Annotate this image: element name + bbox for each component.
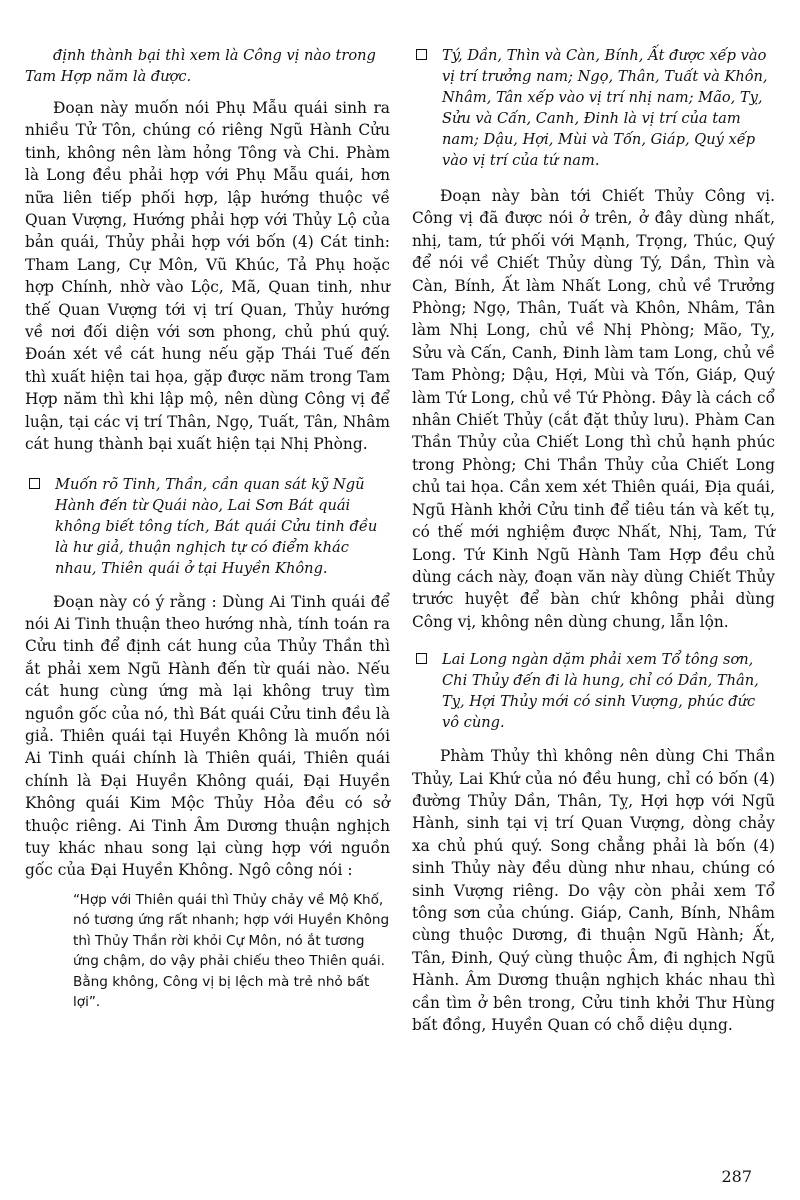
bullet-verse-text: Tý, Dần, Thìn và Càn, Bính, Ất được xếp vào vị trí trưởng nam; Ngọ, Thân, Tuất và Khôn, Nhâm, Tân xếp vào vị trí nhị nam; Mão, Tỵ, Sửu và Cấn, Canh, Đinh là vị trí của tam nam; Dậu, Hợi, Mùi và Tốn, Giáp, Quý xếp vào vị trí của tứ nam.	[442, 47, 768, 169]
bullet-verse-1	[25, 474, 390, 579]
paragraph-2: Đoạn này có ý rằng : Dùng Ai Tinh quái để nói Ai Tinh thuận theo hướng nhà, tính toán ra Cửu tinh để định cát hung của Thủy Thần thì ắt phải xem Ngũ Hành đến từ quái nào. Nếu cát hung cùng ứng mà lại không truy tìm nguồn gốc của nó, thì Bát quái Cửu tinh đều là giả. Thiên quái tại Huyền Không là muốn nói Ai Tinh quái chính là Thiên quái, Thiên quái chính là Đại Huyền Không quái, Đại Huyền Không quái Kim Mộc Thủy Hỏa đều có sở thuộc riêng. Ai Tinh Âm Dương thuận nghịch tuy khác nhau song lại cùng hợp với nguồn gốc của Đại Huyền Không. Ngô công nói :	[25, 592, 391, 880]
checkbox-icon	[416, 653, 427, 664]
bullet-verse-text: Lai Long ngàn dặm phải xem Tổ tông sơn, Chi Thủy đến đi là hung, chỉ có Dần, Thân, Tỵ, Hợi Thủy mới có sinh Vượng, phúc đức vô cùng.	[442, 651, 759, 732]
bullet-verse-text: Muốn rõ Tinh, Thần, cần quan sát kỹ Ngũ Hành đến từ Quái nào, Lai Sơn Bát quái không biết tông tích, Bát quái Cửu tinh đều là hư giả, thuận nghịch tự có điểm khác nhau, Thiên quái ở tại Huyền Không.	[55, 475, 378, 577]
paragraph-3: Đoạn này bàn tới Chiết Thủy Công vị. Công vị đã được nói ở trên, ở đây dùng nhất, nhị, tam, tứ phối với Mạnh, Trọng, Thúc, Quý để nói về Chiết Thủy dùng Tý, Dần, Thìn và Càn, Bính, Ất làm Nhất Long, chủ về Trưởng Phòng; Ngọ, Thân, Tuất và Khôn, Nhâm, Tân làm Nhị Long, chủ về Nhị Phòng; Mão, Tỵ, Sửu và Cấn, Canh, Đinh làm tam Long, chủ về Tam Phòng; Dậu, Hợi, Mùi và Tốn, Giáp, Quý làm Tứ Long, chủ về Tứ Phòng. Đây là cách cổ nhân Chiết Thủy (cắt đặt thủy lưu). Phàm Can Thần Thủy của Chiết Long thì chủ hạnh phúc trong Phòng; Chi Thần Thủy của Chiết Long chủ tai họa. Cần xem xét Thiên quái, Địa quái, Ngũ Hành khởi Cửu tinh để tiêu tán và kết tụ, có thế mới nghiệm được Nhất, Nhị, Tam, Tứ Long. Tứ Kinh Ngũ Hành Tam Hợp đều chủ dùng cách này, đoạn văn này dùng Chiết Thủy trước huyệt để bàn chứ không phải dùng Công vị, không nên dùng chung, lẫn lộn.	[412, 187, 775, 631]
checkbox-icon	[29, 478, 40, 489]
paragraph-1: Đoạn này muốn nói Phụ Mẫu quái sinh ra nhiều Tử Tôn, chúng có riêng Ngũ Hành Cửu tinh, không nên làm hỏng Tông và Chi. Phàm là Long đều phải hợp với Phụ Mẫu quái, hơn nữa liên tiếp phối hợp, lập hướng thuộc về Quan Vượng, Hướng phải hợp với Thủy Lộ của bản quái, Thủy phải hợp với bốn (4) Cát tinh: Tham Lang, Cự Môn, Vũ Khúc, Tả Phụ hoặc hợp Chính, nhờ vào Lộc, Mã, Quan tinh, như thế Quan Vượng tới vị trí Quan, Thủy hướng về nơi đối diện với sơn phong, chủ phú quý. Đoán xét về cát hung nếu gặp Thái Tuế đến thì xuất hiện tai họa, gặp được năm trong Tam Hợp năm thì khi lập mộ, nên dùng Công vị để luận, tại các vị trí Thân, Ngọ, Tuất, Tân, Nhâm cát hung thành bại xuất hiện tại Nhị Phòng.	[25, 99, 390, 454]
intro-italic-text: định thành bại thì xem là Công vị nào trong Tam Hợp năm là được.	[25, 47, 376, 85]
page-number: 287	[721, 1167, 752, 1186]
right-column	[412, 45, 775, 1036]
left-column	[25, 45, 390, 1013]
paragraph-4: Phàm Thủy thì không nên dùng Chi Thần Thủy, Lai Khứ của nó đều hung, chỉ có bốn (4) đường Thủy Dần, Thân, Tỵ, Hợi hợp với Ngũ Hành, sinh tại vị trí Quan Vượng, dòng chảy xa chủ phú quý. Song chẳng phải là bốn (4) sinh Thủy này đều dùng như nhau, chúng có sinh Vượng riêng. Do vậy còn phải xem Tổ tông sơn của chúng. Giáp, Canh, Bính, Nhâm cùng thuộc Dương, đi thuận Ngũ Hành; Ất, Tân, Đinh, Quý cùng thuộc Âm, đi nghịch Ngũ Hành. Âm Dương thuận nghịch khác nhau thì cần tìm ở bên trong, Cửu tinh khởi Thư Hùng bất đồng, Huyền Quan có chỗ diệu dụng.	[412, 747, 775, 1034]
bullet-verse-2	[412, 45, 775, 171]
bullet-verse-3	[412, 649, 775, 733]
checkbox-icon	[416, 49, 427, 60]
quotation: “Hợp với Thiên quái thì Thủy chảy về Mộ Khố, nó tương ứng rất nhanh; hợp với Huyền Không thì Thủy Thần rời khỏi Cự Môn, nó ắt tương ứng chậm, do vậy phải chiếu theo Thiên quái. Bằng không, Công vị bị lệch mà trẻ nhỏ bất lợi”.	[73, 891, 390, 1011]
